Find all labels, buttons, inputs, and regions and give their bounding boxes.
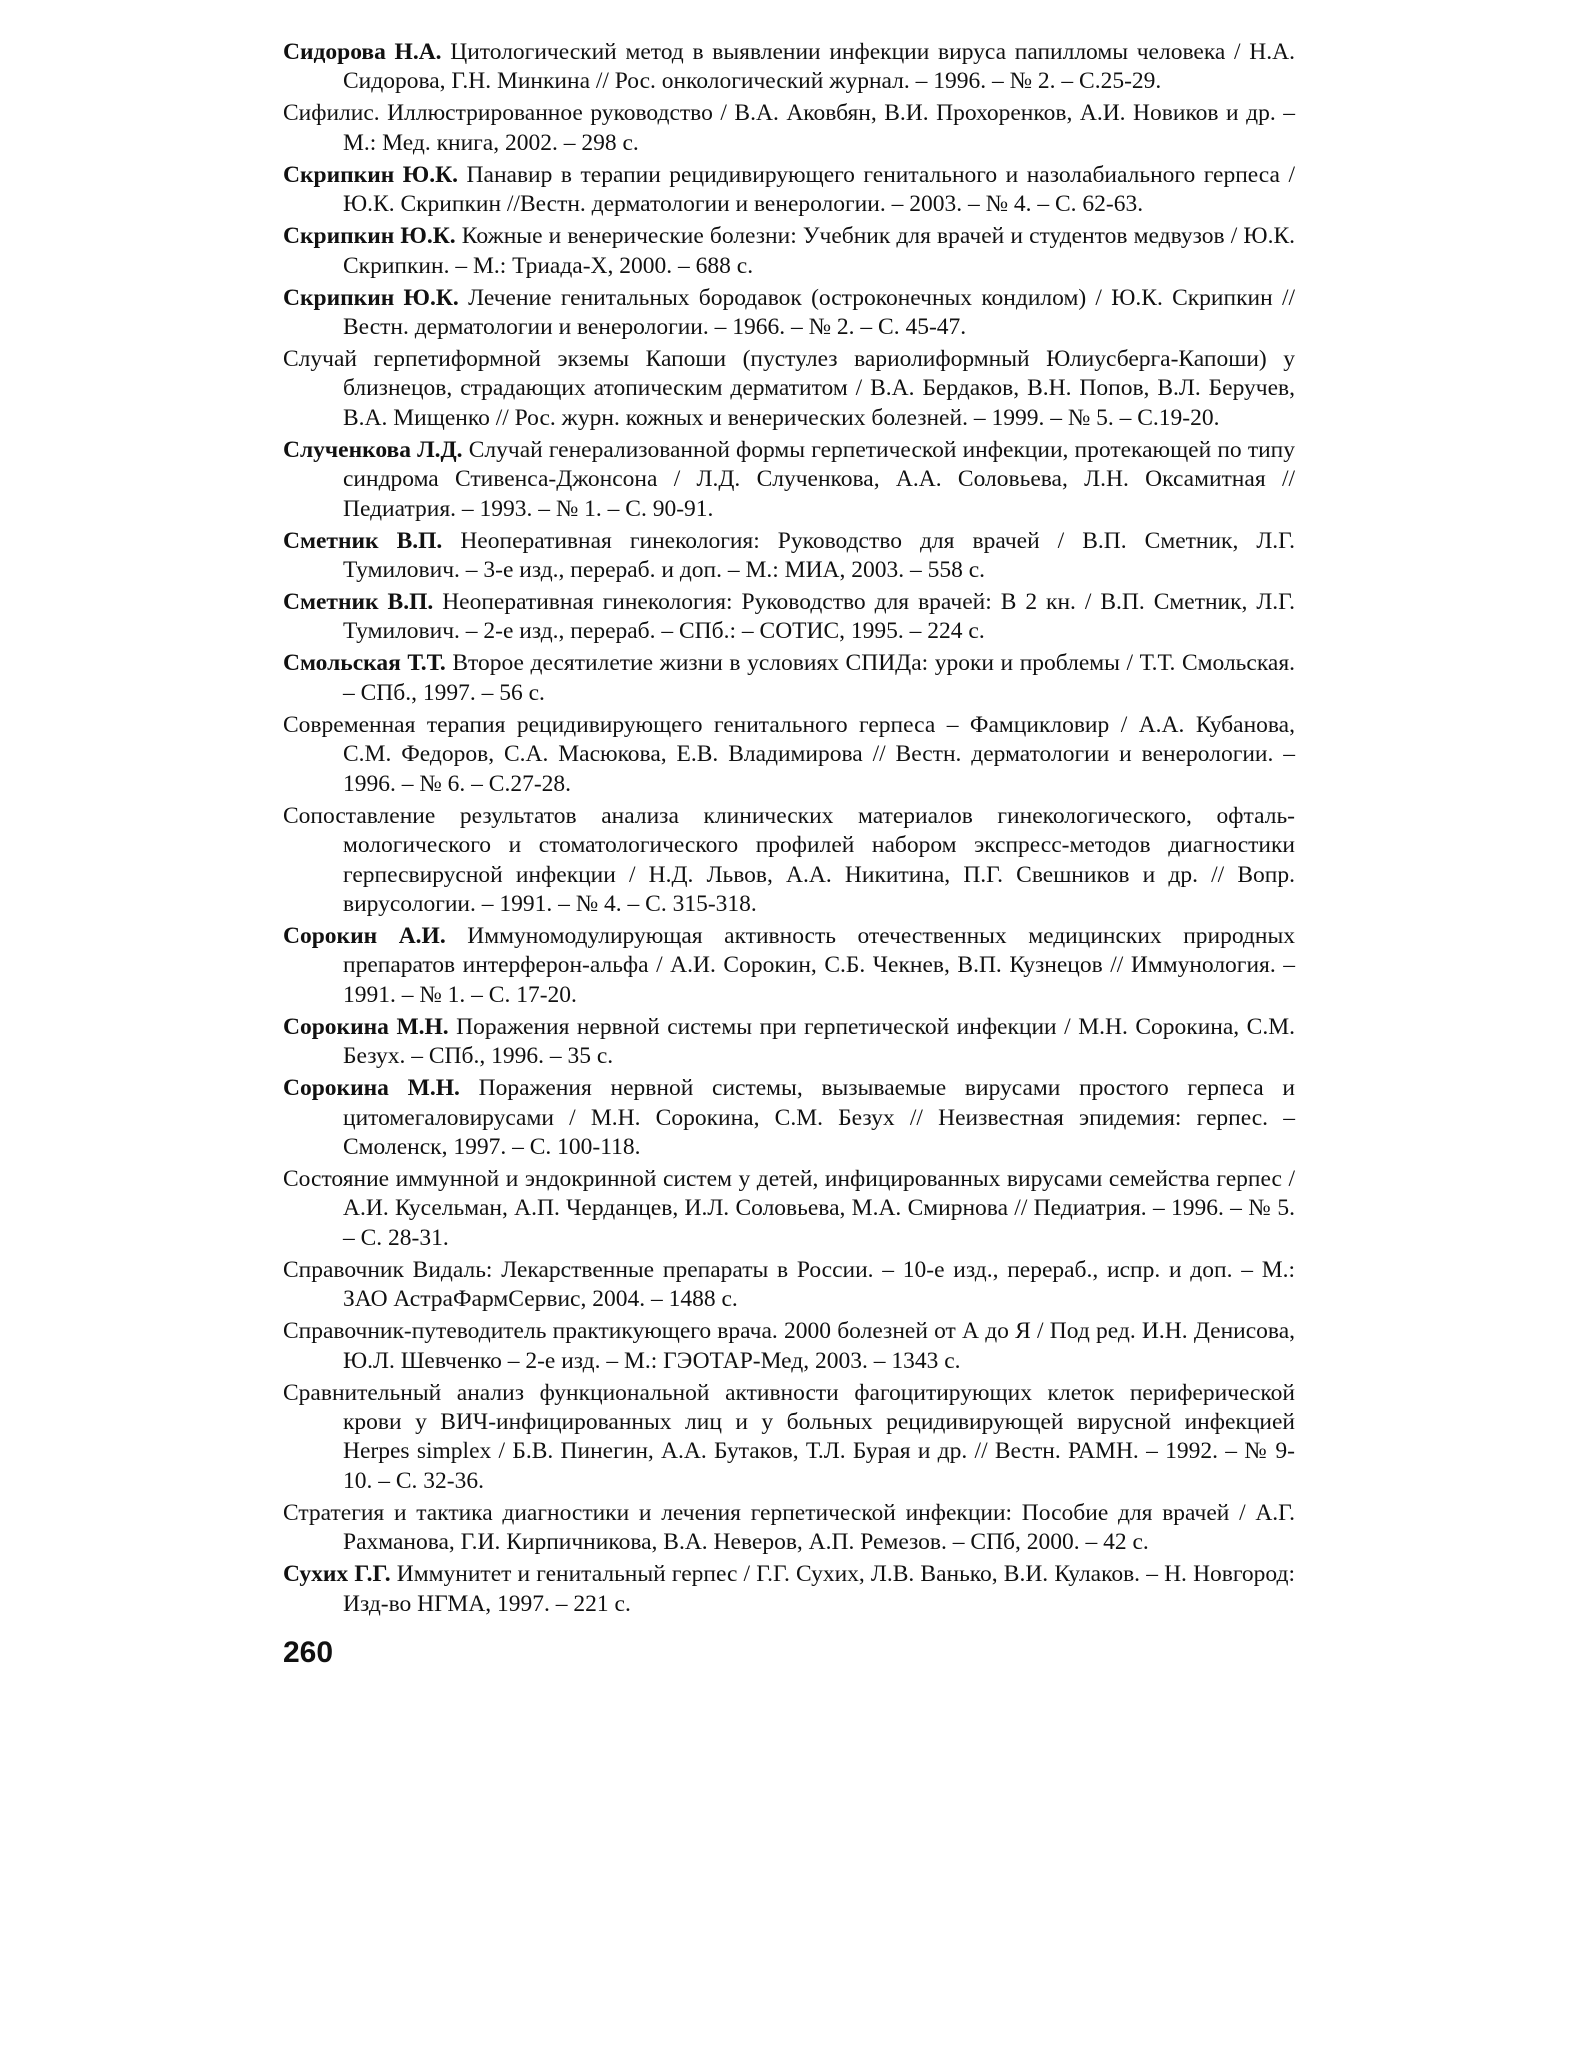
bibliography-entry	[283, 1317, 1295, 1376]
bibliography-entry	[283, 1499, 1295, 1558]
entry-text: Справочник-путеводитель практикующего врача. 2000 болезней от А до Я / Под ред. И.Н. Денисова, Ю.Л. Шевченко – 2-е изд. – М.: ГЭОТАР-Мед, 2003. – 1343 с.	[283, 1318, 1295, 1374]
bibliography-entry	[283, 527, 1295, 586]
bibliography-entry	[283, 38, 1295, 97]
entry-author: Слученкова Л.Д.	[283, 436, 463, 463]
bibliography-entry	[283, 99, 1295, 158]
bibliography-entry	[283, 284, 1295, 343]
bibliography-entry	[283, 649, 1295, 708]
entry-author: Сорокин А.И.	[283, 922, 446, 949]
entry-author: Сметник В.П.	[283, 589, 434, 616]
bibliography-entry	[283, 222, 1295, 281]
entry-author: Скрипкин Ю.К.	[283, 161, 459, 188]
entry-text: Кожные и венерические болезни: Учебник для врачей и студентов медвузов / Ю.К. Скрипкин. – М.: Триада-Х, 2000. – 688 с.	[343, 223, 1295, 279]
bibliography-entry	[283, 1074, 1295, 1162]
entry-text: Стратегия и тактика диагностики и лечения герпетической инфекции: Пособие для врачей / А.Г. Рахманова, Г.И. Кирпичникова, В.А. Неверов, А.П. Ремезов. – СПб, 2000. – 42 с.	[283, 1499, 1295, 1556]
entry-text: Иммуномодулирующая активность отечественных медицинских природных препаратов интерферон-альфа / А.И. Сорокин, С.Б. Чекнев, В.П. Кузнецов // Иммунология. – 1991. – № 1. – С. 17-20.	[343, 922, 1295, 1008]
entry-text: Случай герпетиформной экземы Капоши (пустулез вариолиформный Юлиусберга-Капоши) у близнецов, страдающих атопическим дерматитом / В.А. Бердаков, В.Н. Попов, В.Л. Беручев, В.А. Мищенко // Рос. журн. кожных и венерических болезней. – 1999. – № 5. – С.19-20.	[283, 346, 1295, 431]
entry-author: Сорокина М.Н.	[283, 1075, 460, 1102]
entry-author: Скрипкин Ю.К.	[283, 223, 456, 250]
bibliography-entry	[283, 1560, 1295, 1619]
entry-text: Сопоставление результатов анализа клинических материалов гинекологического, офтальмологического и стоматологического профилей набором экспресс-методов диагностики герпесвирусной инфекции / Н.Д. Львов, А.А. Никитина, П.Г. Свешников и др. // Вопр. вирусологии. – 1991. – № 4. – С. 315-318.	[283, 802, 1295, 917]
bibliography-entry	[283, 1379, 1295, 1497]
entry-author: Скрипкин Ю.К.	[283, 284, 459, 311]
entry-text: Сифилис. Иллюстрированное руководство / В.А. Аковбян, В.И. Прохоренков, А.И. Новиков и др. – М.: Мед. книга, 2002. – 298 с.	[283, 100, 1295, 156]
bibliography-entry	[283, 1165, 1295, 1253]
entry-text: Справочник Видаль: Лекарственные препараты в России. – 10-е изд., перераб., испр. и доп. – М.: ЗАО АстраФармСервис, 2004. – 1488 с.	[283, 1256, 1295, 1313]
bibliography-entry	[283, 1013, 1295, 1072]
entry-text: Сравнительный анализ функциональной активности фагоцитирующих клеток периферической крови у ВИЧ-инфицированных лиц и у больных рецидивирующей вирусной инфекцией Herpes simplex / Б.В. Пинегин, А.А. Бутаков, Т.Л. Бурая и др. // Вестн. РАМН. – 1992. – № 9-10. – С. 32-36.	[283, 1379, 1295, 1494]
bibliography-entry	[283, 161, 1295, 220]
entry-text: Неоперативная гинекология: Руководство для врачей: В 2 кн. / В.П. Сметник, Л.Г. Тумилович. – 2-е изд., перераб. – СПб.: – СОТИС, 1995. – 224 с.	[343, 589, 1295, 645]
entry-text: Неоперативная гинекология: Руководство для врачей / В.П. Сметник, Л.Г. Тумилович. – 3-е изд., перераб. и доп. – М.: МИА, 2003. – 558 с.	[343, 527, 1295, 584]
entry-text: Современная терапия рецидивирующего генитального герпеса – Фамцикловир / А.А. Кубанова, С.М. Федоров, С.А. Масюкова, Е.В. Владимирова // Вестн. дерматологии и венерологии. – 1996. – № 6. – С.27-28.	[283, 711, 1295, 797]
entry-author: Сидорова Н.А.	[283, 39, 442, 65]
bibliography-entry	[283, 922, 1295, 1010]
entry-text: Поражения нервной системы, вызываемые вирусами простого герпеса и цитомегаловирусами / М.Н. Сорокина, С.М. Безух // Неизвестная эпидемия: герпес. – Смоленск, 1997. – С. 100-118.	[343, 1075, 1295, 1160]
entry-author: Сметник В.П.	[283, 527, 443, 554]
entry-text: Случай генерализованной формы герпетической инфекции, протекающей по типу синдрома Стивенса-Джонсона / Л.Д. Слученкова, А.А. Соловьева, Л.Н. Оксамитная // Педиатрия. – 1993. – № 1. – С. 90-91.	[343, 436, 1295, 522]
bibliography-entry	[283, 436, 1295, 524]
bibliography-entry	[283, 711, 1295, 799]
entry-text: Цитологический метод в выявлении инфекции вируса папилломы человека / Н.А. Сидорова, Г.Н. Минкина // Рос. онкологический журнал. – 1996. – № 2. – С.25-29.	[343, 39, 1295, 95]
bibliography-entry	[283, 802, 1295, 920]
bibliography-entry	[283, 345, 1295, 433]
entry-text: Панавир в терапии рецидивирующего генитального и назолабиального герпеса / Ю.К. Скрипкин //Вестн. дерматологии и венерологии. – 2003. – № 4. – С. 62-63.	[343, 161, 1295, 218]
bibliography-entry	[283, 1256, 1295, 1315]
entry-text: Состояние иммунной и эндокринной систем у детей, инфицированных вирусами семейства герпес / А.И. Кусельман, А.П. Черданцев, И.Л. Соловьева, М.А. Смирнова // Педиатрия. – 1996. – № 5. – С. 28-31.	[283, 1165, 1295, 1251]
entry-author: Смольская Т.Т.	[283, 650, 446, 677]
entry-text: Лечение генитальных бородавок (остроконечных кондилом) / Ю.К. Скрипкин // Вестн. дерматологии и венерологии. – 1966. – № 2. – С. 45-47.	[343, 284, 1295, 341]
entry-author: Сухих Г.Г.	[283, 1561, 391, 1588]
bibliography-list	[283, 38, 1295, 1622]
entry-author: Сорокина М.Н.	[283, 1013, 449, 1040]
entry-text: Иммунитет и генитальный герпес / Г.Г. Сухих, Л.В. Ванько, В.И. Кулаков. – Н. Новгород: Изд-во НГМА, 1997. – 221 с.	[343, 1561, 1295, 1617]
page-number: 260	[283, 1636, 334, 1669]
entry-text: Поражения нервной системы при герпетической инфекции / М.Н. Сорокина, С.М. Безух. – СПб., 1996. – 35 с.	[343, 1013, 1295, 1070]
entry-text: Второе десятилетие жизни в условиях СПИДа: уроки и проблемы / Т.Т. Смольская. – СПб., 1997. – 56 с.	[343, 650, 1295, 706]
bibliography-entry	[283, 588, 1295, 647]
